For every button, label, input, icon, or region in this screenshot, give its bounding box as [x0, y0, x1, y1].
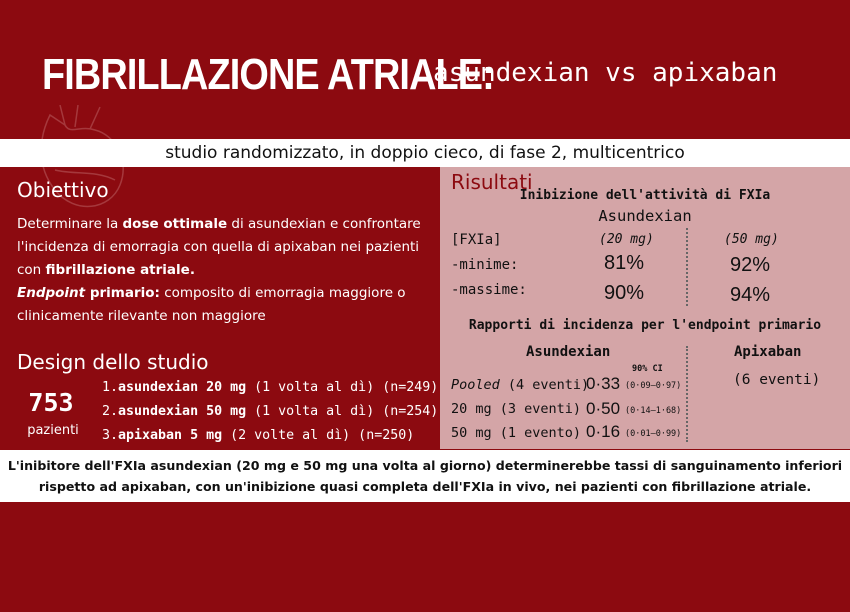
- apixaban-events: (6 eventi): [733, 372, 821, 388]
- ratio-row-label: [451, 377, 589, 393]
- conclusion-line-2: rispetto ad apixaban, con un'inibizione quasi completa dell'FXIa in vivo, nei pazienti con fibrillazione atriale.: [38, 479, 812, 494]
- endpoint-label: primario:: [85, 285, 160, 301]
- study-arm: [102, 376, 438, 400]
- arm-number: 3.: [102, 428, 119, 443]
- ratio-value: 0·33: [586, 374, 621, 393]
- inhibition-drug: Asundexian: [598, 207, 692, 225]
- fxia-row-header: [FXIa]: [451, 232, 502, 248]
- objective-heading: Obiettivo: [17, 178, 109, 202]
- endpoint-label-italic: Endpoint: [17, 285, 86, 301]
- study-arm: [102, 424, 438, 448]
- endpoint-text: composito di emorragia maggiore o clinicamente rilevante non maggiore: [17, 285, 406, 324]
- ratio-row-label: [451, 401, 581, 417]
- col-asundexian: Asundexian: [526, 344, 611, 360]
- ratio-value: 0·16: [586, 422, 621, 441]
- arm-detail: (1 volta al dì) (n=249): [246, 380, 439, 395]
- ci-header: 90% CI: [632, 364, 663, 374]
- objective-condition: fibrillazione atriale.: [45, 262, 195, 278]
- arm-number: 2.: [102, 404, 119, 419]
- ratios-title: Rapporti di incidenza per l'endpoint primario: [468, 318, 822, 333]
- ratio-ci: (0·09–0·97): [625, 381, 682, 391]
- ratio-row-label-italic: Pooled: [451, 377, 500, 393]
- objective-optimal-dose: dose ottimale: [122, 216, 228, 232]
- arm-detail: (1 volta al dì) (n=254): [246, 404, 439, 419]
- study-type-text: studio randomizzato, in doppio cieco, di fase 2, multicentrico: [165, 143, 685, 163]
- min-20-value: 81%: [604, 252, 645, 274]
- ratio-value: 0·50: [586, 399, 621, 418]
- conclusion-line-1: L'inibitore dell'FXIa asundexian (20 mg e 50 mg una volta al giorno) determinerebbe tassi di sanguinamento inferiori: [7, 458, 843, 473]
- max-50-value: 94%: [730, 284, 771, 306]
- objective-text: [17, 213, 427, 328]
- max-20-value: 90%: [604, 282, 645, 304]
- study-arm: [102, 400, 438, 424]
- study-arms-list: [102, 376, 438, 448]
- ratio-row-label-text: 50 mg (1 evento): [451, 425, 582, 441]
- ratio-row-label: [451, 425, 581, 441]
- inhibition-divider: [686, 228, 688, 306]
- col-apixaban: Apixaban: [734, 344, 802, 360]
- arm-number: 1.: [102, 380, 119, 395]
- ratio-ci: (0·14–1·68): [625, 406, 682, 416]
- objective-text-1: Determinare la: [17, 216, 123, 232]
- ratio-row-label-text: 20 mg (3 eventi): [451, 401, 582, 417]
- conclusion-text: [0, 455, 850, 497]
- results-heading: Risultati: [451, 170, 533, 194]
- arm-drug: asundexian 50 mg: [118, 404, 247, 419]
- ratios-divider: [686, 346, 688, 442]
- ratio-ci: (0·01–0·99): [625, 429, 682, 439]
- arm-detail: (2 volte al dì) (n=250): [222, 428, 415, 443]
- page-title: FIBRILLAZIONE ATRIALE:: [42, 50, 494, 99]
- dose-50-header: (50 mg): [724, 232, 779, 247]
- objective-text-2: di asundexian e confrontare l'incidenza di emorragia con quella di apixaban nei pazienti con: [17, 216, 421, 278]
- inhibition-title: Inibizione dell'attività di FXIa: [519, 188, 771, 203]
- arm-drug: asundexian 20 mg: [118, 380, 247, 395]
- min-label: -minime:: [451, 257, 519, 273]
- max-label: -massime:: [451, 282, 527, 298]
- ratio-row-label-text: (4 eventi): [499, 377, 590, 393]
- patient-count: 753: [28, 388, 74, 417]
- arm-drug: apixaban 5 mg: [118, 428, 223, 443]
- patient-count-label: pazienti: [27, 423, 79, 438]
- design-heading: Design dello studio: [17, 350, 209, 374]
- page-subtitle: asundexian vs apixaban: [433, 58, 778, 88]
- dose-20-header: (20 mg): [599, 232, 654, 247]
- min-50-value: 92%: [730, 254, 771, 276]
